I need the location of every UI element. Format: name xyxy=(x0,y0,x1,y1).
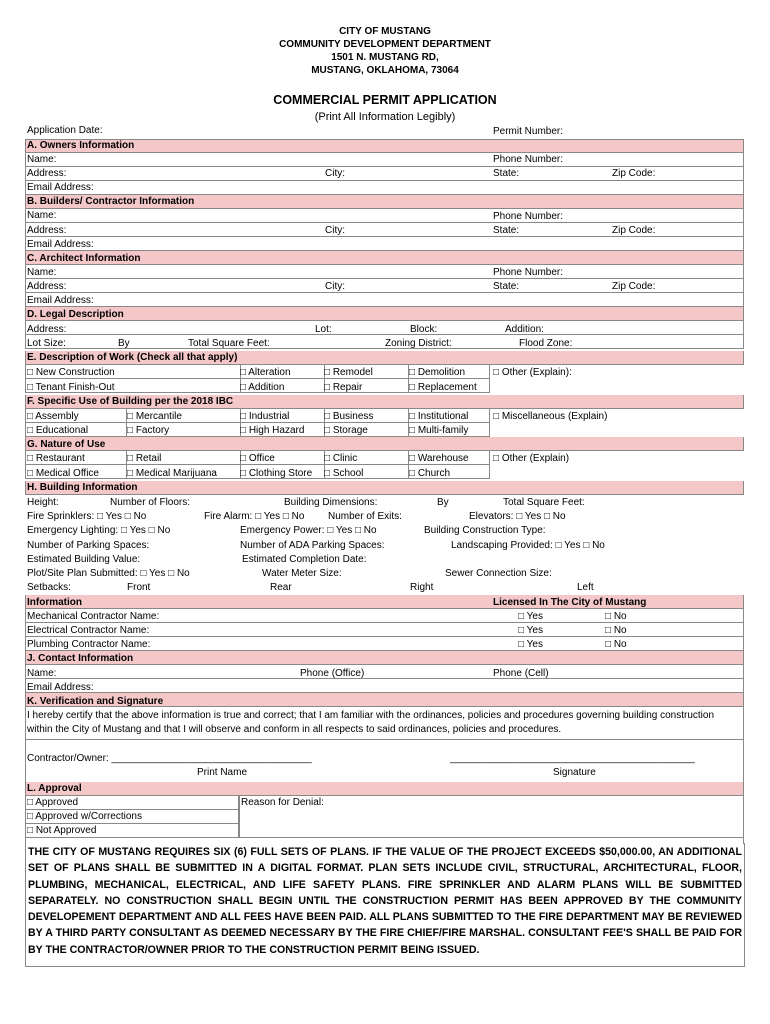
architect-email-label: Email Address: xyxy=(27,295,94,306)
plot-plan-field[interactable]: Plot/Site Plan Submitted: □ Yes □ No xyxy=(27,568,190,579)
work-other-checkbox[interactable]: □ Other (Explain): xyxy=(493,367,572,378)
setback-left-label: Left xyxy=(577,582,594,593)
work-demolition-checkbox[interactable]: □ Demolition xyxy=(409,367,466,378)
dimensions-by-label: By xyxy=(437,497,449,508)
application-date-label: Application Date: xyxy=(27,125,103,136)
nature-church-checkbox[interactable]: □ Church xyxy=(409,468,451,479)
section-l-title: L. Approval xyxy=(27,783,82,794)
building-value-label: Estimated Building Value: xyxy=(27,554,141,565)
fire-sprinklers-field[interactable]: Fire Sprinklers: □ Yes □ No xyxy=(27,511,147,522)
builder-email-row[interactable] xyxy=(25,237,744,251)
use-high-hazard-checkbox[interactable]: □ High Hazard xyxy=(240,425,305,436)
plumbing-no-checkbox[interactable]: □ No xyxy=(605,639,627,650)
certification-text: I hereby certify that the above information is true and correct; that I am familiar with the ordinances, policies and procedures governing building construction within the City of Mustang and that I will observe and conform in all respects to said ordinances, policies and procedures. xyxy=(27,710,715,735)
work-replacement-checkbox[interactable]: □ Replacement xyxy=(409,382,477,393)
exits-label: Number of Exits: xyxy=(328,511,402,522)
emergency-power-field[interactable]: Emergency Power: □ Yes □ No xyxy=(240,525,377,536)
use-factory-checkbox[interactable]: □ Factory xyxy=(127,425,170,436)
nature-restaurant-checkbox[interactable]: □ Restaurant xyxy=(27,453,85,464)
information-title: Information xyxy=(27,597,82,608)
owner-email-label: Email Address: xyxy=(27,182,94,193)
water-meter-label: Water Meter Size: xyxy=(262,568,342,579)
nature-office-checkbox[interactable]: □ Office xyxy=(240,453,275,464)
work-alteration-checkbox[interactable]: □ Alteration xyxy=(240,367,291,378)
work-addition-checkbox[interactable]: □ Addition xyxy=(240,382,285,393)
department-address: 1501 N. MUSTANG RD, xyxy=(331,52,439,63)
use-institutional-checkbox[interactable]: □ Institutional xyxy=(409,411,469,422)
builder-zip-label: Zip Code: xyxy=(612,225,656,236)
builder-email-label: Email Address: xyxy=(27,239,94,250)
section-d-header xyxy=(25,307,744,321)
contact-phone-cell-label: Phone (Cell) xyxy=(493,668,549,679)
work-remodel-checkbox[interactable]: □ Remodel xyxy=(324,367,373,378)
owner-name-label: Name: xyxy=(27,154,57,165)
section-j-title: J. Contact Information xyxy=(27,653,134,664)
owner-zip-label: Zip Code: xyxy=(612,168,656,179)
legal-address-row[interactable] xyxy=(25,321,744,335)
approved-checkbox[interactable]: □ Approved xyxy=(27,797,79,808)
nature-medical-office-checkbox[interactable]: □ Medical Office xyxy=(27,468,99,479)
builder-address-label: Address: xyxy=(27,225,67,236)
legal-flood-label: Flood Zone: xyxy=(519,338,573,349)
use-educational-checkbox[interactable]: □ Educational xyxy=(27,425,89,436)
use-storage-checkbox[interactable]: □ Storage xyxy=(324,425,368,436)
owner-state-label: State: xyxy=(493,168,520,179)
legal-address-label: Address: xyxy=(27,324,67,335)
plumbing-yes-checkbox[interactable]: □ Yes xyxy=(518,639,543,650)
mechanical-no-checkbox[interactable]: □ No xyxy=(605,611,627,622)
architect-zip-label: Zip Code: xyxy=(612,281,656,292)
emergency-lighting-field[interactable]: Emergency Lighting: □ Yes □ No xyxy=(27,525,171,536)
page-subtitle: (Print All Information Legibly) xyxy=(314,111,456,123)
fire-alarm-field[interactable]: Fire Alarm: □ Yes □ No xyxy=(204,511,305,522)
nature-school-checkbox[interactable]: □ School xyxy=(324,468,364,479)
section-g-title: G. Nature of Use xyxy=(27,439,106,450)
signature-label: Signature xyxy=(553,767,596,778)
construction-type-label: Building Construction Type: xyxy=(424,525,546,536)
floors-label: Number of Floors: xyxy=(110,497,191,508)
electrical-contractor-label: Electrical Contractor Name: xyxy=(27,625,150,636)
print-name-label: Print Name xyxy=(197,767,248,778)
use-business-checkbox[interactable]: □ Business xyxy=(324,411,374,422)
setback-rear-label: Rear xyxy=(270,582,292,593)
builder-city-label: City: xyxy=(325,225,345,236)
section-b-title: B. Builders/ Contractor Information xyxy=(27,196,195,207)
architect-state-label: State: xyxy=(493,281,520,292)
contact-name-label: Name: xyxy=(27,668,57,679)
landscaping-field[interactable]: Landscaping Provided: □ Yes □ No xyxy=(451,540,605,551)
use-assembly-checkbox[interactable]: □ Assembly xyxy=(27,411,79,422)
architect-name-label: Name: xyxy=(27,267,57,278)
permit-number-label: Permit Number: xyxy=(493,126,564,137)
section-d-title: D. Legal Description xyxy=(27,309,124,320)
section-e-title: E. Description of Work (Check all that apply) xyxy=(27,352,238,363)
legal-zoning-label: Zoning District: xyxy=(385,338,452,349)
contact-email-label: Email Address: xyxy=(27,682,94,693)
nature-clinic-checkbox[interactable]: □ Clinic xyxy=(324,453,358,464)
setback-front-label: Front xyxy=(127,582,151,593)
nature-retail-checkbox[interactable]: □ Retail xyxy=(127,453,162,464)
section-h-title: H. Building Information xyxy=(27,482,138,493)
owner-city-label: City: xyxy=(325,168,345,179)
use-miscellaneous-checkbox[interactable]: □ Miscellaneous (Explain) xyxy=(493,411,608,422)
legal-lot-size-label: Lot Size: xyxy=(27,338,66,349)
nature-medical-marijuana-checkbox[interactable]: □ Medical Marijuana xyxy=(127,468,217,479)
legal-block-label: Block: xyxy=(410,324,438,335)
owner-email-row[interactable] xyxy=(25,181,744,195)
builder-name-label: Name: xyxy=(27,210,57,221)
contact-email-row[interactable] xyxy=(25,679,744,693)
mechanical-yes-checkbox[interactable]: □ Yes xyxy=(518,611,543,622)
signature-line[interactable]: ____________________________________________ xyxy=(450,753,695,764)
owner-phone-label: Phone Number: xyxy=(493,154,564,165)
section-l-header xyxy=(25,782,744,796)
use-industrial-checkbox[interactable]: □ Industrial xyxy=(240,411,290,422)
section-f-title: F. Specific Use of Building per the 2018 IBC xyxy=(27,396,234,407)
work-tenant-finish-checkbox[interactable]: □ Tenant Finish-Out xyxy=(27,382,115,393)
city-name: CITY OF MUSTANG xyxy=(339,26,431,37)
architect-city-label: City: xyxy=(325,281,345,292)
sewer-connection-label: Sewer Connection Size: xyxy=(445,568,552,579)
elevators-field[interactable]: Elevators: □ Yes □ No xyxy=(469,511,566,522)
nature-clothing-store-checkbox[interactable]: □ Clothing Store xyxy=(240,468,313,479)
plumbing-contractor-label: Plumbing Contractor Name: xyxy=(27,639,151,650)
legal-by-label: By xyxy=(118,338,130,349)
section-g-header xyxy=(25,437,744,451)
builder-state-label: State: xyxy=(493,225,520,236)
reason-for-denial-label: Reason for Denial: xyxy=(241,797,324,808)
page-title: COMMERCIAL PERMIT APPLICATION xyxy=(273,93,497,107)
mechanical-contractor-label: Mechanical Contractor Name: xyxy=(27,611,160,622)
height-label: Height: xyxy=(27,497,59,508)
parking-label: Number of Parking Spaces: xyxy=(27,540,150,551)
architect-name-row[interactable] xyxy=(25,265,744,279)
section-a-title: A. Owners Information xyxy=(27,140,135,151)
department-city-state: MUSTANG, OKLAHOMA, 73064 xyxy=(311,65,459,76)
electrical-yes-checkbox[interactable]: □ Yes xyxy=(518,625,543,636)
not-approved-checkbox[interactable]: □ Not Approved xyxy=(27,825,97,836)
contractor-owner-line[interactable]: Contractor/Owner: ____________________________________ xyxy=(27,753,312,764)
legal-total-sqft-label: Total Square Feet: xyxy=(188,338,270,349)
owner-address-label: Address: xyxy=(27,168,67,179)
work-new-construction-checkbox[interactable]: □ New Construction xyxy=(27,367,115,378)
use-mercantile-checkbox[interactable]: □ Mercantile xyxy=(127,411,182,422)
licensed-title: Licensed In The City of Mustang xyxy=(493,597,647,608)
architect-email-row[interactable] xyxy=(25,293,744,307)
nature-warehouse-checkbox[interactable]: □ Warehouse xyxy=(409,453,469,464)
nature-other-checkbox[interactable]: □ Other (Explain) xyxy=(493,453,570,464)
builder-phone-label: Phone Number: xyxy=(493,211,564,222)
use-multi-family-checkbox[interactable]: □ Multi-family xyxy=(409,425,469,436)
contact-phone-office-label: Phone (Office) xyxy=(300,668,365,679)
builder-name-row[interactable] xyxy=(25,209,744,223)
plans-notice: THE CITY OF MUSTANG REQUIRES SIX (6) FULL SETS OF PLANS. IF THE VALUE OF THE PROJECT EXCEEDS $50,000.00, AN ADDITIONAL SET OF PLANS SHALL BE SUBMITTED IN A DIGITAL FORMAT. PLAN SETS INCLUDE CIVIL, STRUCTURAL, ARCHITECTURAL, FLOOR, PLUMBING, MECHANICAL, ELECTRICAL, AND LIFE SAFETY PLANS. FIRE SPRINKLER AND ALARM PLANS WILL BE SUBMITTED SEPARATELY. NO CONSTRUCTION SHALL BEGIN UNTIL THE CONSTRUCTION PERMIT HAS BEEN APPROVED BY THE COMMUNITY DEVELOPEMENT DEPARTMENT AND ALL FEES HAVE BEEN PAID. ALL PLANS SUBMITTED TO THE FIRE DEPARTMENT MAY BE REVIEWED BY A THIRD PARTY CONSULTANT AS DEEMED NECESSARY BY THE FIRE CHIEF/FIRE MARSHAL. CONSULTANT FEE'S SHALL BE PAID FOR BY THE CONTRACTOR/OWNER PRIOR TO THE CONSTRUCTION PERMIT BEING ISSUED. xyxy=(25,843,745,967)
architect-address-label: Address: xyxy=(27,281,67,292)
section-c-title: C. Architect Information xyxy=(27,253,141,264)
section-k-title: K. Verification and Signature xyxy=(27,696,164,707)
owner-name-row[interactable] xyxy=(25,153,744,167)
setbacks-label: Setbacks: xyxy=(27,582,71,593)
approved-corrections-checkbox[interactable]: □ Approved w/Corrections xyxy=(27,811,142,822)
completion-date-label: Estimated Completion Date: xyxy=(242,554,367,565)
dimensions-label: Building Dimensions: xyxy=(284,497,378,508)
electrical-no-checkbox[interactable]: □ No xyxy=(605,625,627,636)
architect-phone-label: Phone Number: xyxy=(493,267,564,278)
legal-lot-label: Lot: xyxy=(315,324,332,335)
legal-addition-label: Addition: xyxy=(505,324,544,335)
setback-right-label: Right xyxy=(410,582,434,593)
work-repair-checkbox[interactable]: □ Repair xyxy=(324,382,363,393)
department-name: COMMUNITY DEVELOPMENT DEPARTMENT xyxy=(279,39,491,50)
contact-name-row[interactable] xyxy=(25,665,744,679)
ada-parking-label: Number of ADA Parking Spaces: xyxy=(240,540,385,551)
building-total-sqft-label: Total Square Feet: xyxy=(503,497,585,508)
